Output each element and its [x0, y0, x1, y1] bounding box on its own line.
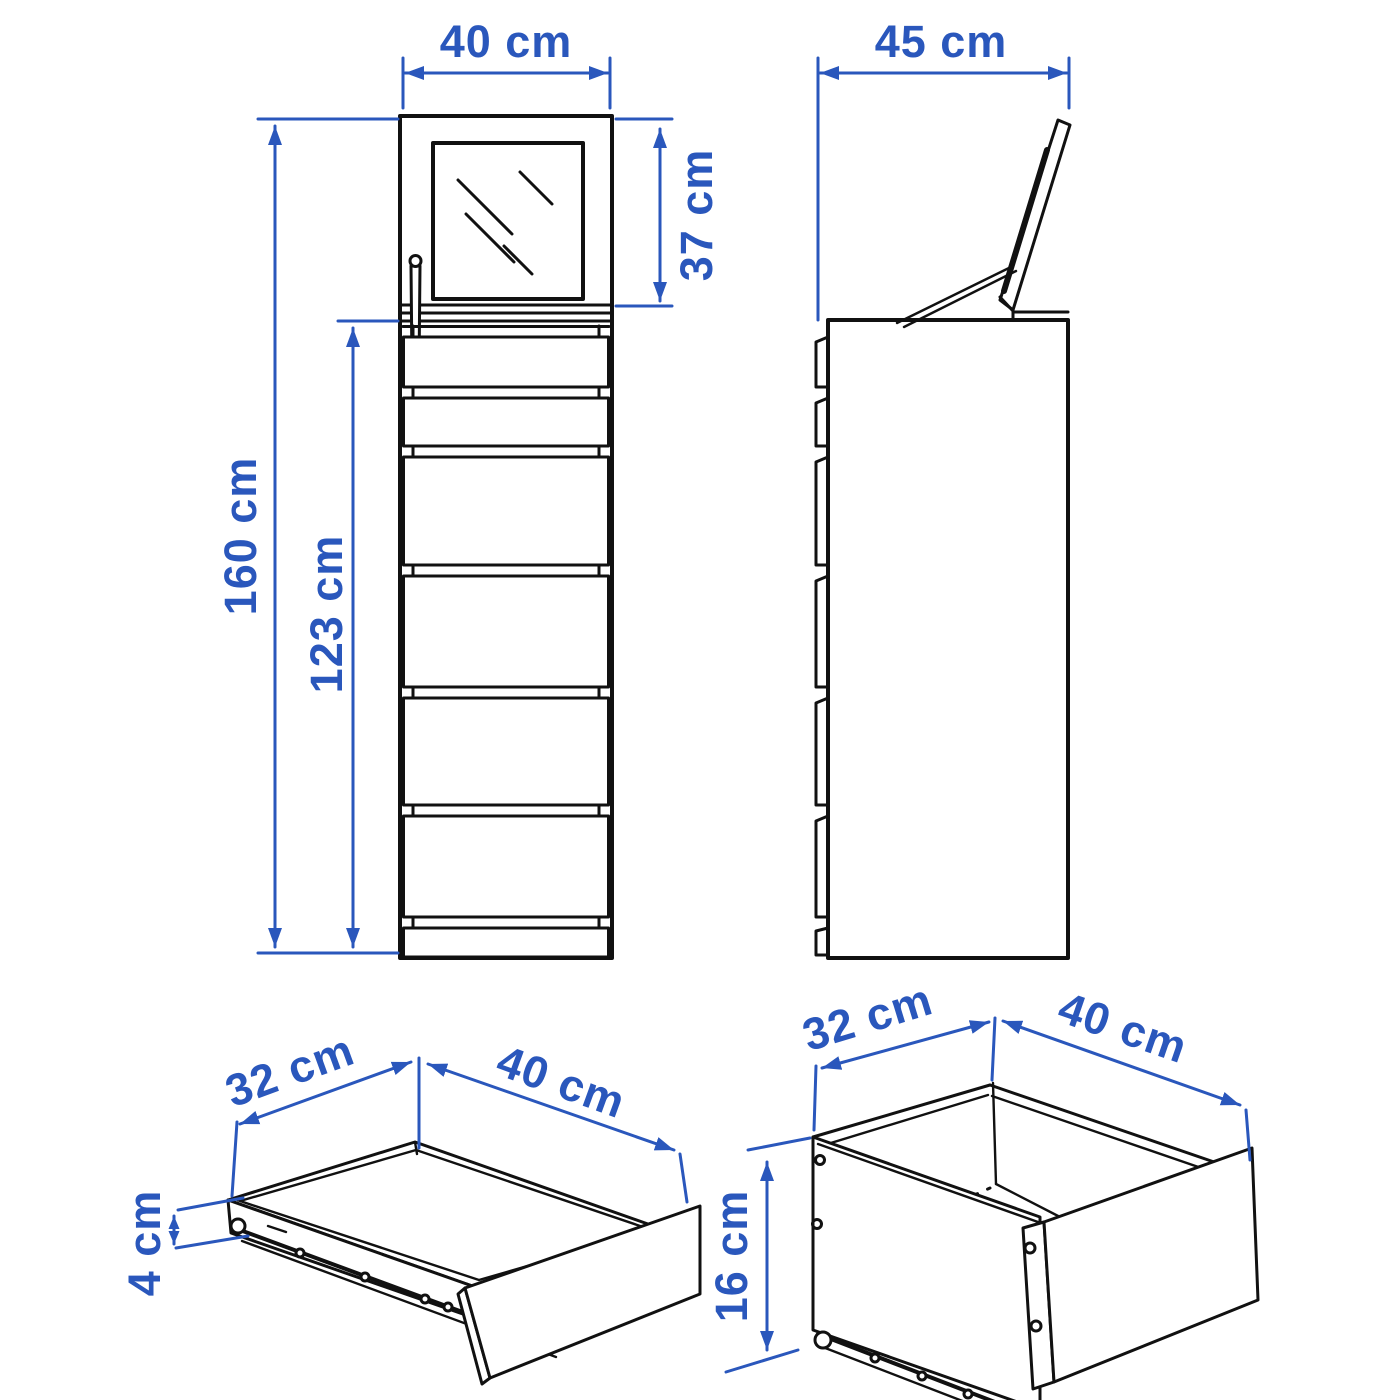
large-drawer-view [706, 973, 1258, 1400]
dim-front-width [403, 16, 610, 108]
mirror-height-label: 37 cm [671, 148, 722, 282]
plinth-strip [404, 928, 609, 957]
large-drawer-width-label: 40 cm [1052, 981, 1195, 1074]
mirror-frame [433, 143, 583, 299]
chest-height-label: 123 cm [301, 534, 352, 694]
lid-support-strut [897, 266, 1016, 327]
dim-chest-height [301, 321, 398, 947]
drawer-face-large-3 [404, 698, 609, 805]
mirror-lid-open [1000, 120, 1070, 311]
drawer-face-large-4 [404, 816, 609, 917]
dim-side-depth [818, 16, 1069, 320]
large-drawer-front-panel [1023, 1148, 1258, 1389]
drawer-face-large-2 [404, 576, 609, 687]
drawer-face-small-2 [404, 398, 609, 446]
dim-mirror-height [616, 119, 722, 306]
total-height-label: 160 cm [215, 456, 266, 616]
small-drawer-height-label: 4 cm [119, 1189, 170, 1297]
front-width-label: 40 cm [439, 16, 573, 67]
side-depth-label: 45 cm [874, 16, 1008, 67]
dim-large-drawer-depth [797, 973, 995, 1130]
dim-large-drawer-height [706, 1138, 810, 1372]
large-drawer-height-label: 16 cm [706, 1189, 757, 1323]
side-cabinet-outline [828, 320, 1068, 958]
small-drawer-width-label: 40 cm [490, 1034, 633, 1129]
side-view [816, 16, 1070, 958]
small-drawer-view [119, 1024, 700, 1384]
large-drawer-side-wall [813, 1137, 1041, 1400]
small-drawer-depth-label: 32 cm [218, 1023, 361, 1118]
front-view [215, 16, 722, 958]
drawer-face-large-1 [404, 457, 609, 565]
drawer-face-small-1 [404, 337, 609, 387]
large-drawer-depth-label: 32 cm [796, 973, 939, 1061]
front-drawer-faces [404, 337, 609, 957]
